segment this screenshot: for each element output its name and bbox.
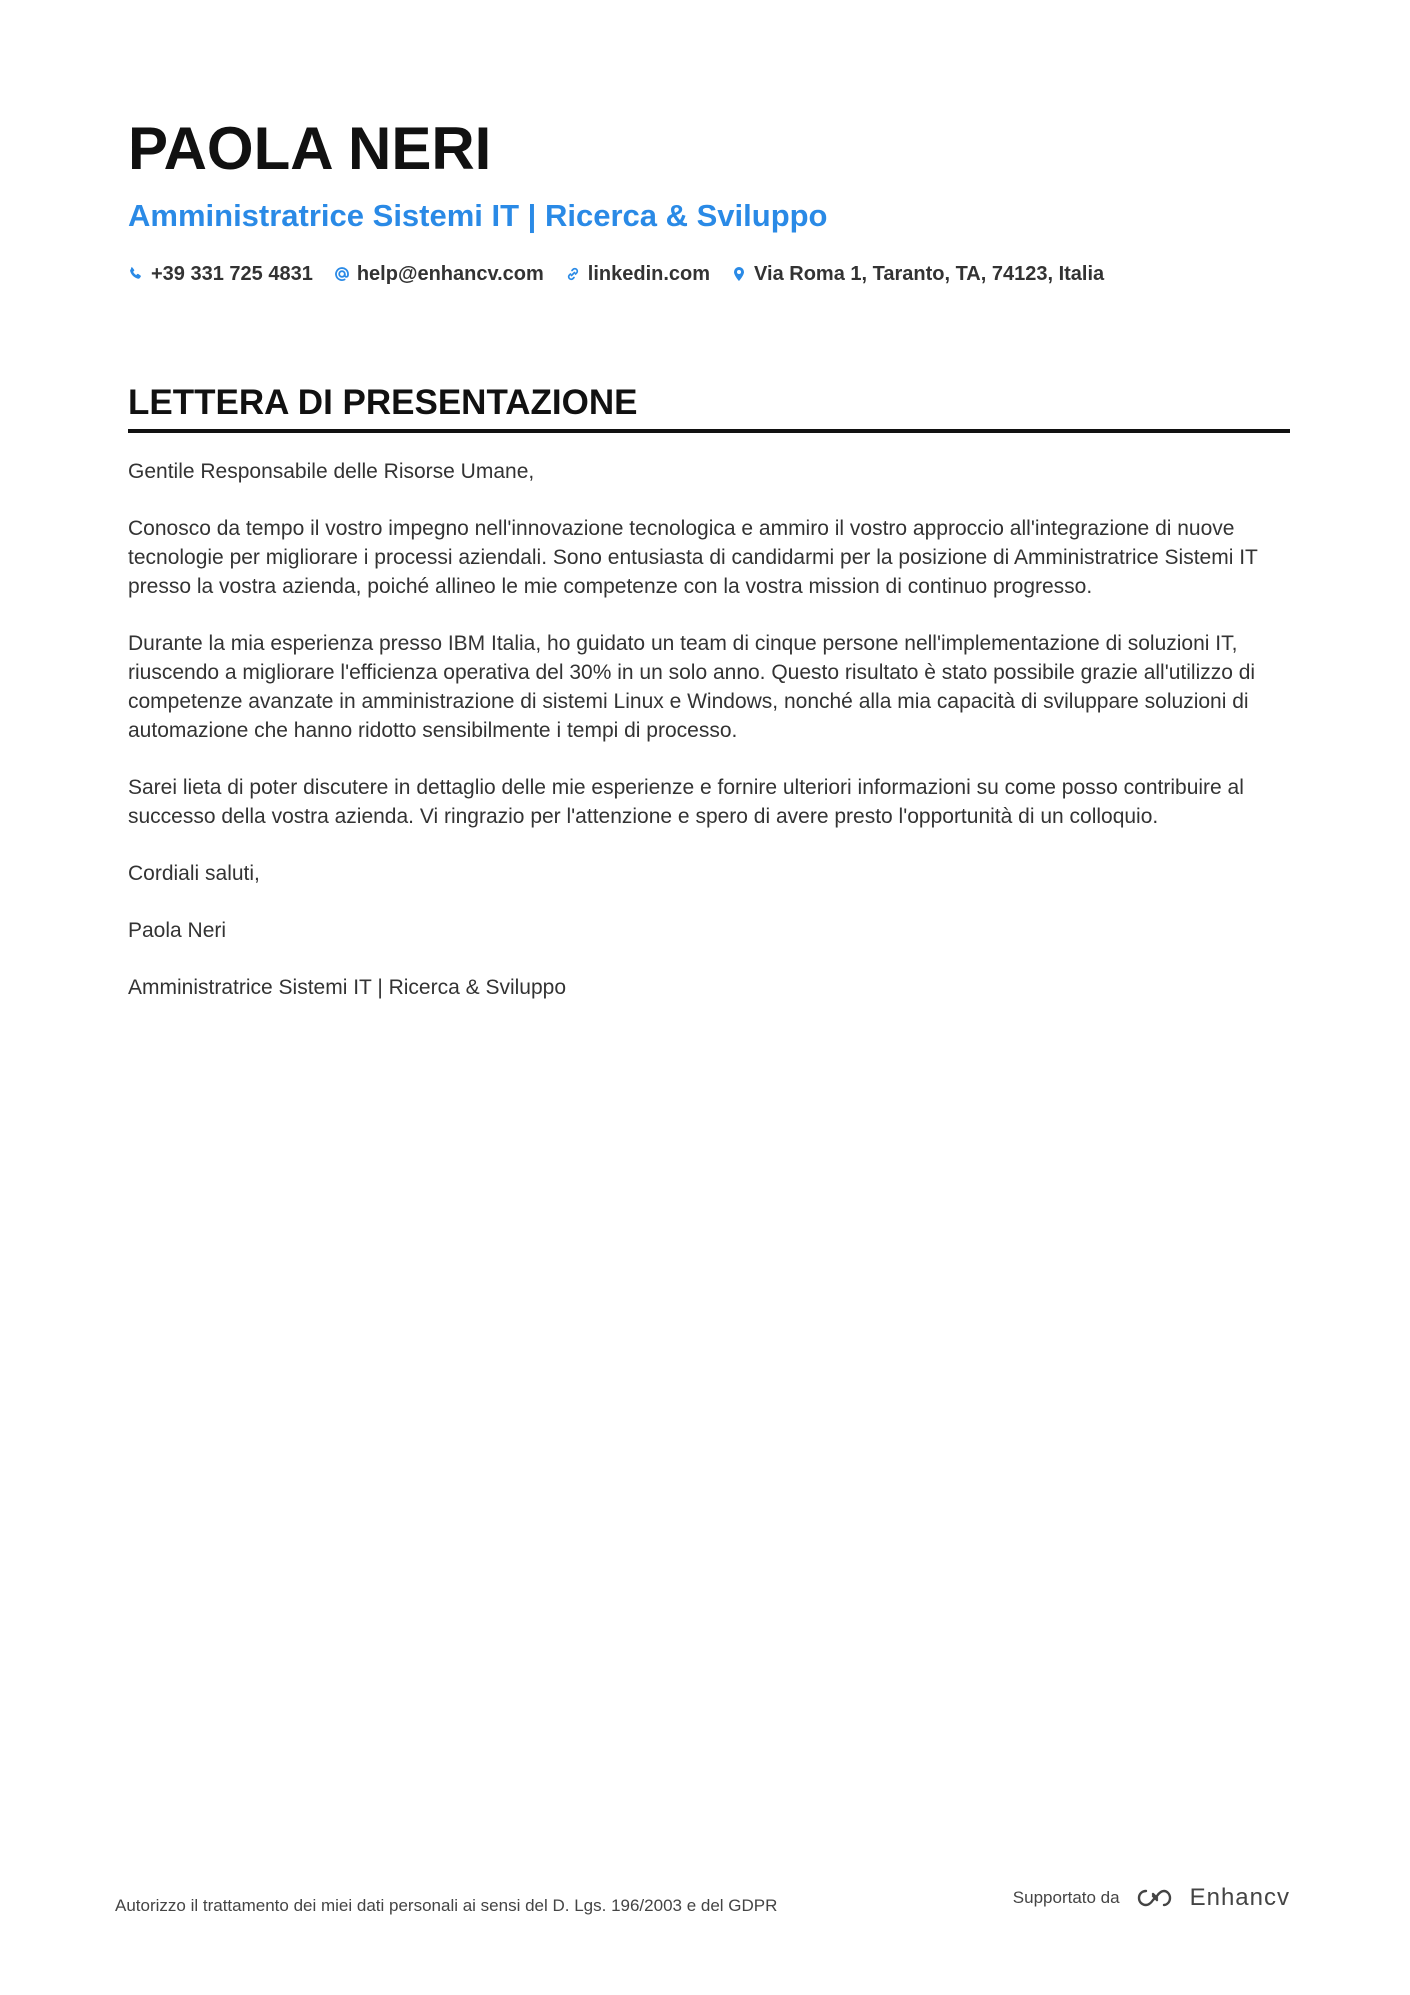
contact-linkedin[interactable] (565, 263, 710, 286)
letter-closing: Cordiali saluti, (128, 862, 260, 885)
contact-linkedin-text[interactable]: linkedin.com (587, 262, 711, 285)
letter-body (128, 457, 1290, 1002)
contact-address-text: Via Roma 1, Taranto, TA, 74123, Italia (754, 262, 1105, 285)
contact-email[interactable] (334, 263, 544, 286)
contact-address (731, 263, 1104, 286)
candidate-name: PAOLA NERI (128, 115, 492, 182)
cover-letter-page (128, 110, 1290, 1030)
enhancv-logo-icon (1132, 1885, 1178, 1911)
letter-signature-title: Amministratrice Sistemi IT | Ricerca & Sviluppo (128, 976, 567, 999)
enhancv-wordmark: Enhancv (1189, 1884, 1290, 1911)
contact-email-text[interactable]: help@enhancv.com (356, 262, 544, 285)
section-title: LETTERA DI PRESENTAZIONE (128, 383, 638, 422)
candidate-title: Amministratrice Sistemi IT | Ricerca & Sviluppo (128, 198, 828, 233)
at-icon (334, 266, 350, 282)
footer-brand[interactable] (1013, 1884, 1290, 1912)
supported-by-label: Supportato da (1012, 1888, 1120, 1907)
letter-signature: Paola Neri (128, 919, 227, 942)
phone-icon (128, 266, 144, 282)
letter-paragraph: Sarei lieta di poter discutere in dettaglio delle mie esperienze e fornire ulteriori informazioni su come posso contribuire al successo della vostra azienda. Vi ringrazio per l'attenzione e spero di avere presto l'opportunità di un colloquio. (128, 776, 1244, 828)
privacy-consent-note: Autorizzo il trattamento dei miei dati personali ai sensi del D. Lgs. 196/2003 e del GDPR (115, 1896, 778, 1915)
section-divider (128, 429, 1290, 433)
contact-phone (128, 263, 313, 286)
letter-paragraph: Conosco da tempo il vostro impegno nell'innovazione tecnologica e ammiro il vostro approccio all'integrazione di nuove tecnologie per migliorare i processi aziendali. Sono entusiasta di candidarmi per la posizione di Amministratrice Sistemi IT presso la vostra azienda, poiché allineo le mie competenze con la vostra mission di continuo progresso. (128, 517, 1258, 598)
contact-bar (128, 259, 1290, 289)
link-icon (565, 266, 581, 282)
contact-phone-text: +39 331 725 4831 (151, 262, 313, 285)
letter-paragraph: Durante la mia esperienza presso IBM Italia, ho guidato un team di cinque persone nell'implementazione di soluzioni IT, riuscendo a migliorare l'efficienza operativa del 30% in un solo anno. Questo risultato è stato possibile grazie all'utilizzo di competenze avanzate in amministrazione di sistemi Linux e Windows, nonché alla mia capacità di sviluppare soluzioni di automazione che hanno ridotto sensibilmente i tempi di processo. (128, 632, 1256, 742)
location-pin-icon (731, 266, 747, 282)
letter-greeting: Gentile Responsabile delle Risorse Umane, (128, 460, 535, 483)
